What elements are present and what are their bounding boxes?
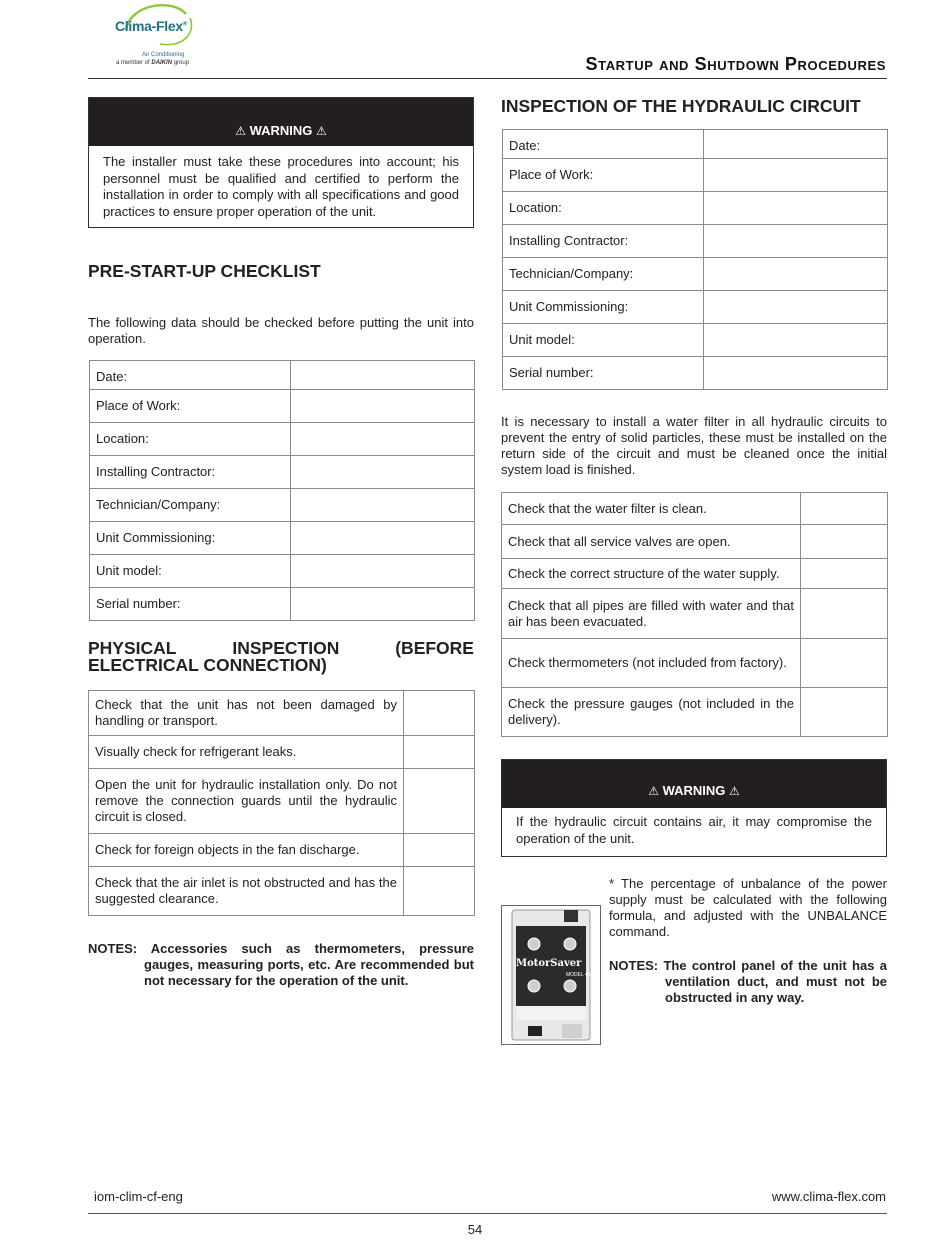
physical-heading-line2: ELECTRICAL CONNECTION) [88, 655, 327, 675]
table-row [89, 769, 475, 834]
entry-cell[interactable] [404, 867, 475, 916]
row-label: Check thermometers (not included from factory). [502, 639, 801, 688]
entry-cell[interactable] [801, 493, 888, 525]
entry-cell[interactable] [704, 225, 888, 258]
logo-membership: a member of DAIKIN group [116, 60, 190, 66]
entry-cell[interactable] [704, 258, 888, 291]
row-label: Check that all pipes are filled with water and that air has been evacuated. [502, 589, 801, 639]
notes-line1: The control panel of the unit has a [663, 958, 887, 973]
motorsaver-photo [501, 905, 601, 1045]
table-row [502, 559, 888, 589]
entry-cell[interactable] [291, 423, 475, 456]
row-label: Location: [90, 423, 291, 456]
notes-label: NOTES: [88, 941, 138, 956]
entry-cell[interactable] [704, 159, 888, 192]
table-row [90, 588, 475, 621]
warning-box-air [501, 759, 887, 857]
warning-triangle-icon: ⚠ [648, 784, 659, 798]
table-row [90, 423, 475, 456]
entry-cell[interactable] [801, 525, 888, 559]
table-row [503, 291, 888, 324]
entry-cell[interactable] [801, 688, 888, 737]
row-label: Installing Contractor: [90, 456, 291, 489]
notes-rest: ventilation duct, and must not be obstructed in any way. [665, 974, 887, 1005]
entry-cell[interactable] [291, 456, 475, 489]
warning-triangle-icon: ⚠ [235, 124, 246, 138]
row-label: Serial number: [503, 357, 704, 390]
table-row [503, 357, 888, 390]
row-label: Check that the air inlet is not obstructed and has the suggested clearance. [89, 867, 404, 916]
device-brand: MotorSaver [516, 958, 582, 969]
table-row [90, 555, 475, 588]
prestart-heading: PRE-START-UP CHECKLIST [88, 261, 321, 281]
notes-label: NOTES: [609, 958, 659, 973]
entry-cell[interactable] [704, 192, 888, 225]
physical-notes [88, 941, 474, 989]
hydraulic-info-table [502, 129, 888, 390]
table-row [502, 589, 888, 639]
row-label: Unit Commissioning: [90, 522, 291, 555]
logo-wordmark: Clima-Flex® [115, 18, 187, 34]
table-row [89, 736, 475, 769]
section-title: Startup and Shutdown Procedures [585, 54, 886, 74]
hydraulic-intro: It is necessary to install a water filter in all hydraulic circuits to prevent the entry of solid particles, these must be installed on the return side of the circuit and must be cleaned once the initial system load is finished. [501, 414, 887, 477]
table-row [503, 225, 888, 258]
entry-cell[interactable] [404, 691, 475, 736]
table-row [502, 639, 888, 688]
row-label: Check that all service valves are open. [502, 525, 801, 559]
document-code: iom-clim-cf-eng [94, 1189, 183, 1204]
table-row [503, 159, 888, 192]
table-row [89, 834, 475, 867]
row-label: Technician/Company: [503, 258, 704, 291]
warning-text: If the hydraulic circuit contains air, it may compromise the operation of the unit. [516, 814, 872, 846]
entry-cell[interactable] [291, 522, 475, 555]
company-logo [112, 0, 202, 70]
entry-cell[interactable] [291, 588, 475, 621]
row-label: Check that the unit has not been damaged by handling or transport. [89, 691, 404, 736]
entry-cell[interactable] [801, 639, 888, 688]
table-row [502, 688, 888, 737]
table-row [89, 691, 475, 736]
warning-header [89, 98, 473, 146]
row-label: Check the correct structure of the water supply. [502, 559, 801, 589]
warning-text: The installer must take these procedures into account; his personnel must be qualified and certified to perform the installation in order to comply with all specifications and good practices to ensure proper operation of the unit. [103, 154, 459, 219]
table-row [503, 324, 888, 357]
row-label: Serial number: [90, 588, 291, 621]
row-label: Place of Work: [503, 159, 704, 192]
row-label: Date: [503, 130, 704, 159]
row-label: Visually check for refrigerant leaks. [89, 736, 404, 769]
notes-line1: Accessories such as thermometers, pressure [150, 941, 474, 956]
device-model: MODEL 460 [566, 972, 594, 978]
table-row [503, 258, 888, 291]
entry-cell[interactable] [801, 559, 888, 589]
row-label: Check the pressure gauges (not included in the delivery). [502, 688, 801, 737]
physical-heading [88, 640, 474, 674]
footer-divider [88, 1213, 887, 1214]
website-link[interactable]: www.clima-flex.com [771, 1189, 886, 1204]
table-row [90, 522, 475, 555]
entry-cell[interactable] [704, 324, 888, 357]
entry-cell[interactable] [404, 736, 475, 769]
table-row [90, 456, 475, 489]
warning-title: WARNING [662, 783, 726, 798]
table-row [502, 493, 888, 525]
unbalance-text: * The percentage of unbalance of the power supply must be calculated with the following formula, and adjusted with the UNBALANCE command. [609, 876, 887, 939]
control-panel-notes [609, 958, 887, 1006]
row-label: Location: [503, 192, 704, 225]
entry-cell[interactable] [704, 130, 888, 159]
warning-title: WARNING [249, 123, 313, 138]
warning-triangle-icon: ⚠ [729, 784, 740, 798]
prestart-intro: The following data should be checked before putting the unit into operation. [88, 315, 474, 346]
hydraulic-checks-table [501, 492, 888, 737]
row-label: Technician/Company: [90, 489, 291, 522]
warning-triangle-icon: ⚠ [316, 124, 327, 138]
table-row [503, 192, 888, 225]
warning-header [502, 760, 886, 808]
header-divider [88, 78, 887, 79]
table-row [502, 525, 888, 559]
physical-table [88, 690, 475, 916]
row-label: Date: [90, 361, 291, 390]
notes-rest: gauges, measuring ports, etc. Are recommended but not necessary for the operation of the unit. [144, 957, 474, 988]
row-label: Check for foreign objects in the fan discharge. [89, 834, 404, 867]
entry-cell[interactable] [404, 834, 475, 867]
entry-cell[interactable] [704, 357, 888, 390]
warning-box-installer [88, 97, 474, 228]
row-label: Open the unit for hydraulic installation only. Do not remove the connection guards until the hydraulic circuit is closed. [89, 769, 404, 834]
table-row [90, 361, 475, 390]
table-row [89, 867, 475, 916]
entry-cell[interactable] [404, 769, 475, 834]
row-label: Unit model: [503, 324, 704, 357]
page-number: 54 [467, 1222, 483, 1237]
row-label: Unit Commissioning: [503, 291, 704, 324]
table-row [503, 130, 888, 159]
entry-cell[interactable] [291, 489, 475, 522]
logo-tagline: Air Conditioning [142, 52, 185, 58]
row-label: Check that the water filter is clean. [502, 493, 801, 525]
entry-cell[interactable] [291, 555, 475, 588]
entry-cell[interactable] [801, 589, 888, 639]
row-label: Unit model: [90, 555, 291, 588]
prestart-table [89, 360, 475, 621]
entry-cell[interactable] [291, 390, 475, 423]
hydraulic-heading: INSPECTION OF THE HYDRAULIC CIRCUIT [501, 96, 861, 116]
row-label: Place of Work: [90, 390, 291, 423]
row-label: Installing Contractor: [503, 225, 704, 258]
entry-cell[interactable] [704, 291, 888, 324]
table-row [90, 489, 475, 522]
entry-cell[interactable] [291, 361, 475, 390]
table-row [90, 390, 475, 423]
physical-heading-line1: PHYSICAL INSPECTION (BEFORE [88, 638, 474, 658]
